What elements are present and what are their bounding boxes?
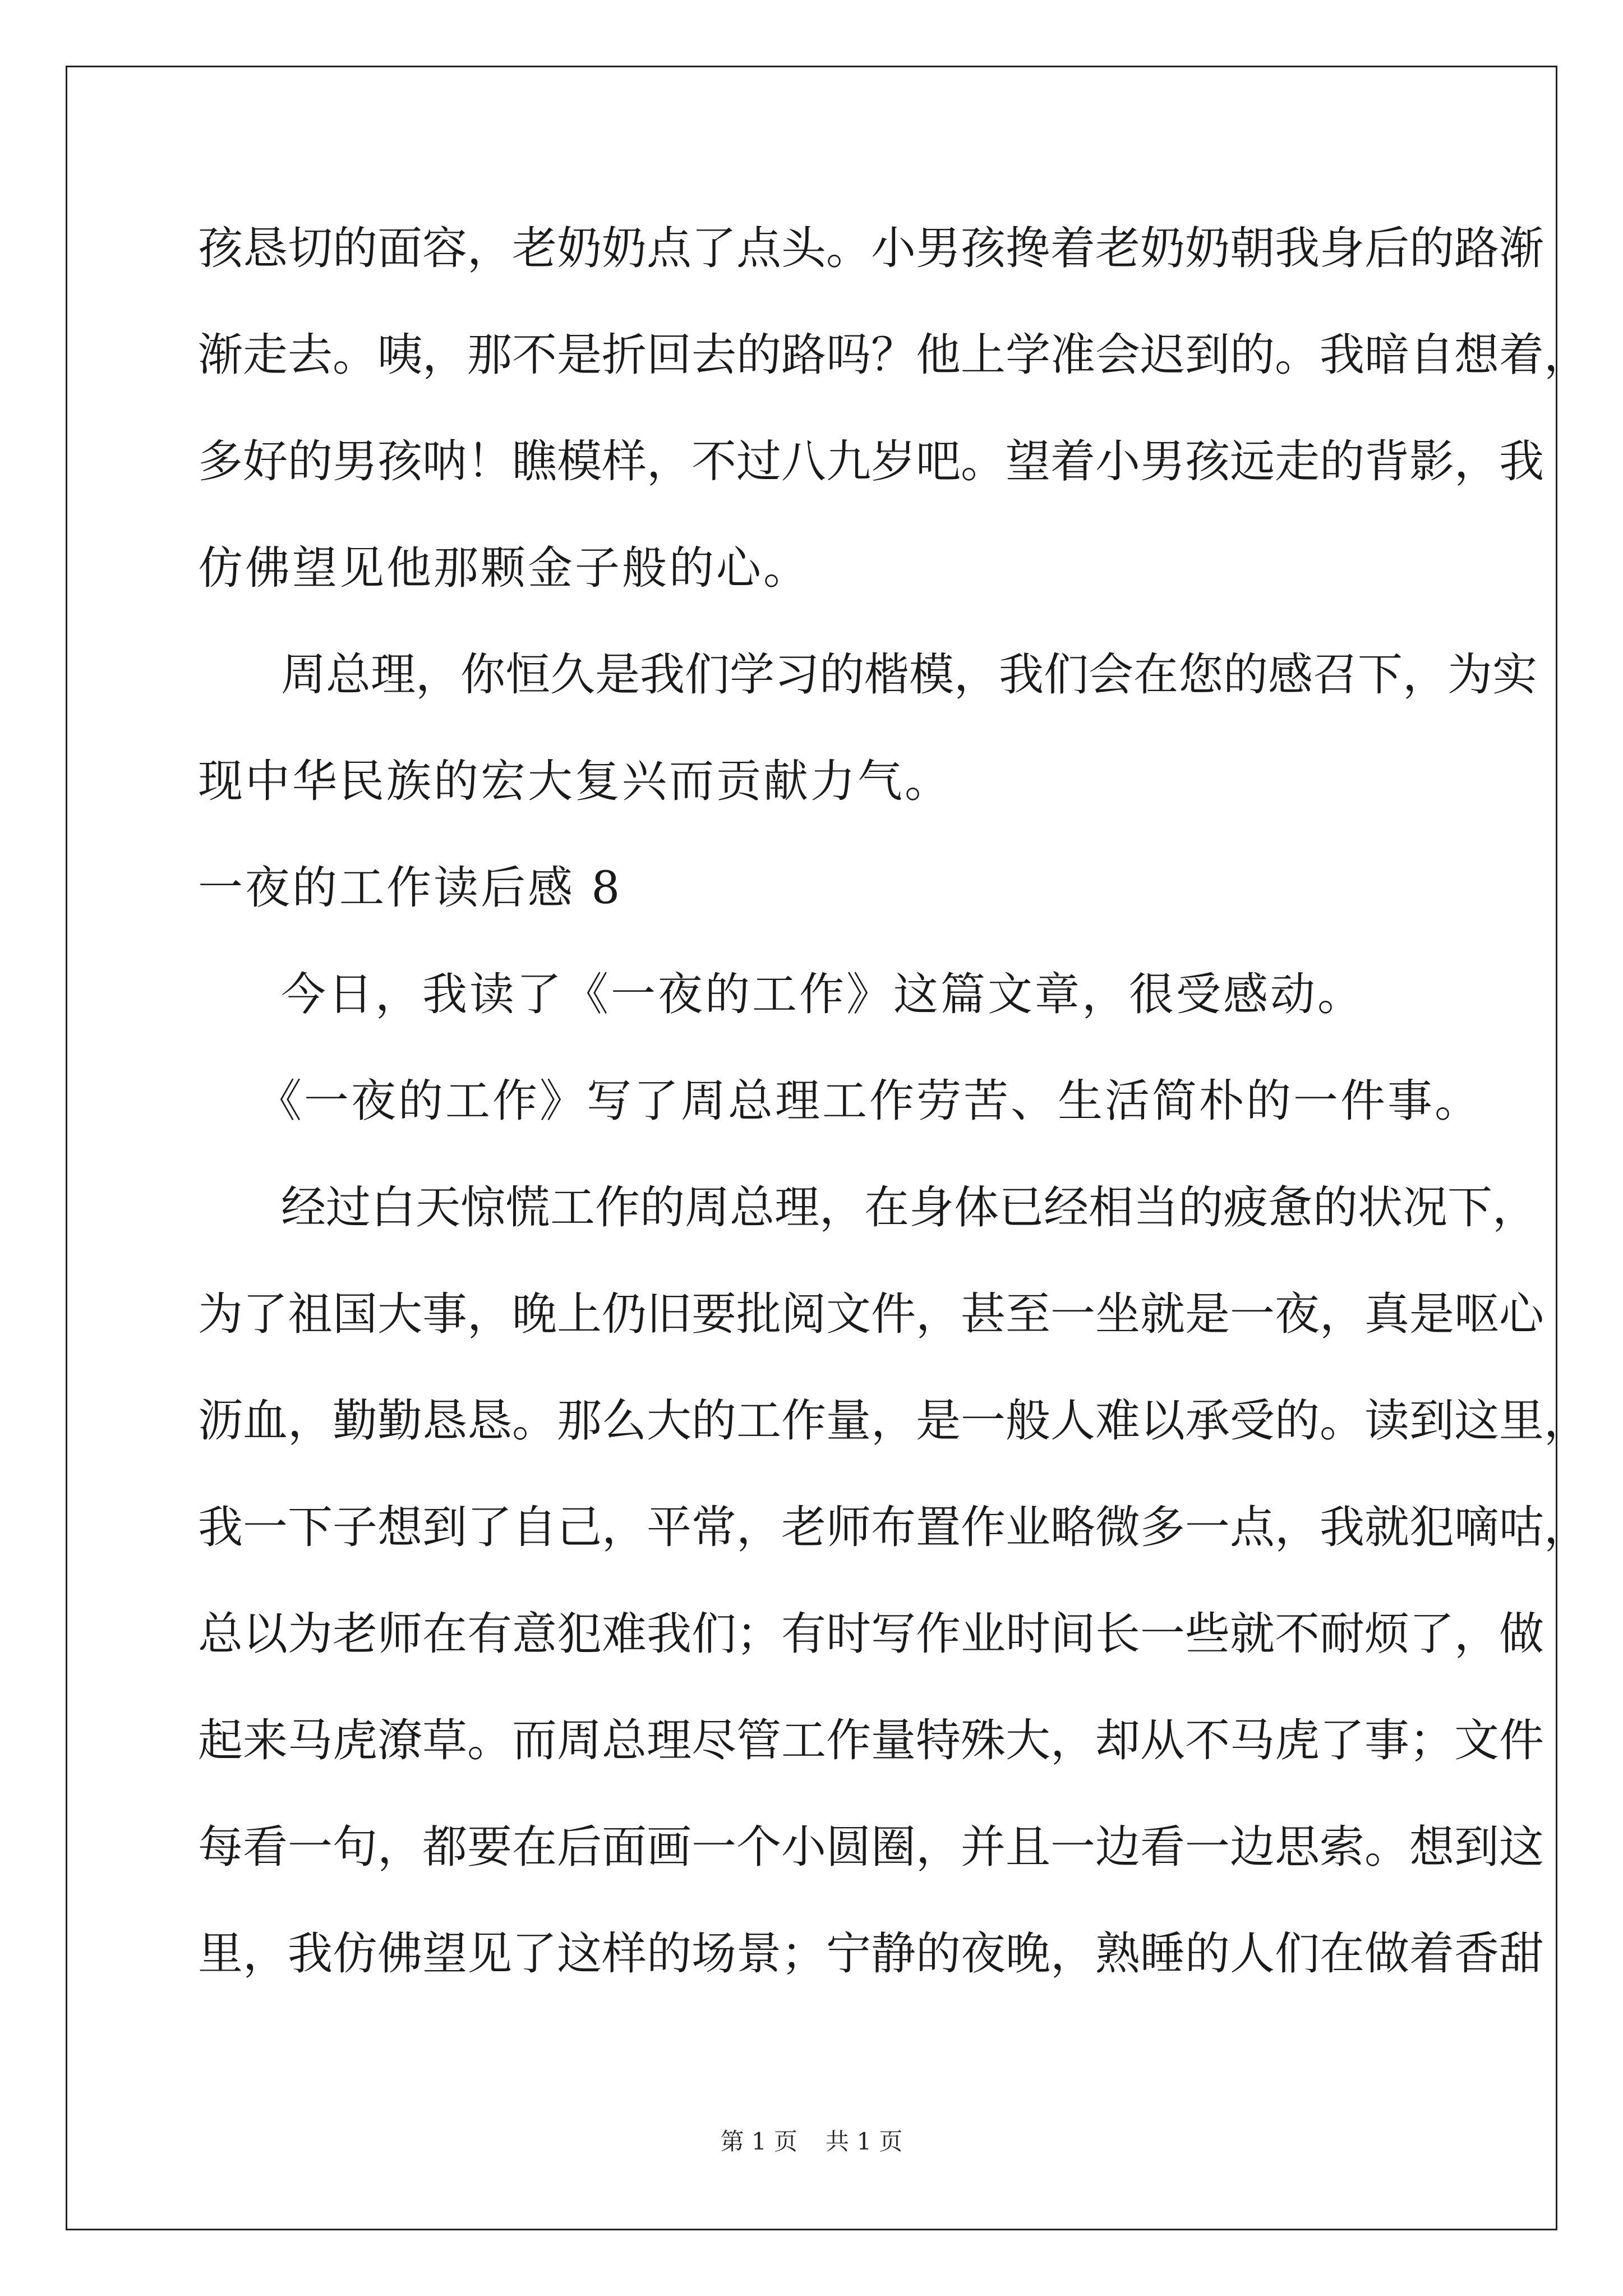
page-count: 共 1 页 [826,2128,903,2155]
paragraph-line: 经过白天惊慌工作的周总理，在身体已经相当的疲惫的状况下， [281,1181,1537,1234]
paragraph-line: 今日，我读了《一夜的工作》这篇文章，很受感动。 [281,968,1364,1020]
paragraph-line: 总以为老师在有意犯难我们；有时写作业时间长一些就不耐烦了，做 [198,1608,1544,1660]
paragraph-line: 现中华民族的宏大复兴而贡献力气。 [198,755,952,807]
page-footer [0,2128,1623,2156]
page-number: 第 1 页 [720,2128,797,2155]
section-heading: 一夜的工作读后感 8 [198,862,623,914]
paragraph-line: 每看一句，都要在后面画一个小圆圈，并且一边看一边思索。想到这 [198,1821,1544,1873]
paragraph-line: 起来马虎潦草。而周总理尽管工作量特殊大，却从不马虎了事；文件 [198,1714,1544,1766]
paragraph-line: 仿佛望见他那颗金子般的心。 [198,542,810,594]
paragraph-line: 周总理，你恒久是我们学习的楷模，我们会在您的感召下，为实 [281,648,1537,701]
paragraph-line: 我一下子想到了自己，平常，老师布置作业略微多一点，我就犯嘀咕， [198,1501,1589,1553]
paragraph-line: 孩恳切的面容，老奶奶点了点头。小男孩搀着老奶奶朝我身后的路渐 [198,222,1544,274]
paragraph-line: 沥血，勤勤恳恳。那么大的工作量，是一般人难以承受的。读到这里， [198,1395,1589,1447]
paragraph-line: 渐走去。咦，那不是折回去的路吗？他上学准会迟到的。我暗自想着， [198,329,1589,381]
paragraph-line: 为了祖国大事，晚上仍旧要批阅文件，甚至一坐就是一夜，真是呕心 [198,1288,1544,1340]
paragraph-line: 里，我仿佛望见了这样的场景；宁静的夜晚，熟睡的人们在做着香甜 [198,1927,1544,1980]
paragraph-line: 《一夜的工作》写了周总理工作劳苦、生活简朴的一件事。 [257,1075,1482,1127]
page-border [66,66,1589,2230]
paragraph-line: 多好的男孩呐！瞧模样，不过八九岁吧。望着小男孩远走的背影，我 [198,435,1544,487]
